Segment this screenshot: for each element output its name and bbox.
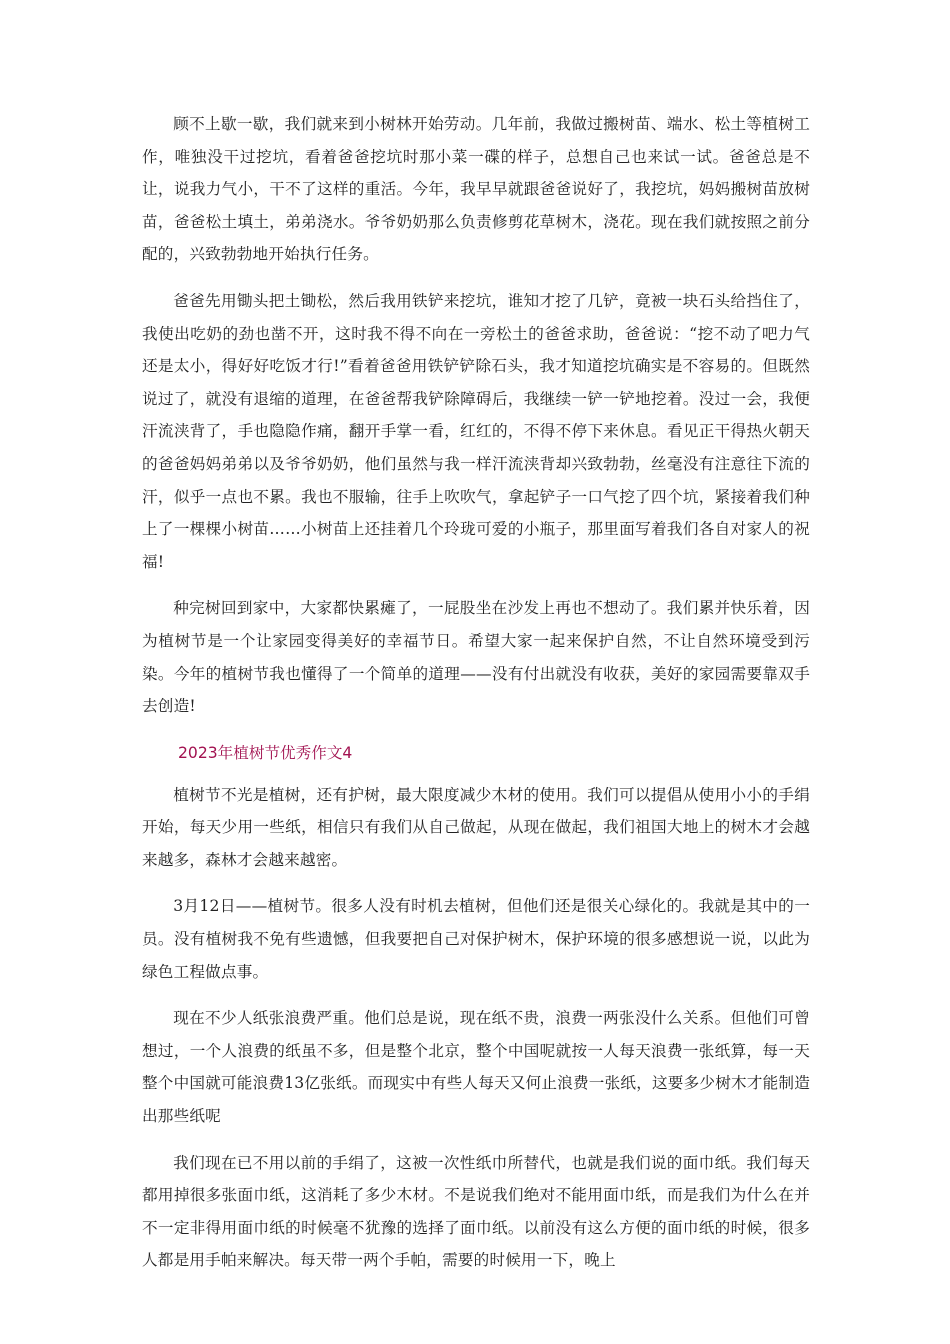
- paragraph-protect-trees: 植树节不光是植树，还有护树，最大限度减少木材的使用。我们可以提倡从使用小小的手绢开始，每天少用一些纸，相信只有我们从自己做起，从现在做起，我们祖国大地上的树木才会越来越多，森林才会越来越密。: [142, 785, 810, 869]
- paragraph-tissue-paper: 我们现在已不用以前的手绢了，这被一次性纸巾所替代，也就是我们说的面巾纸。我们每天都用掉很多张面巾纸，这消耗了多少木材。不是说我们绝对不能用面巾纸，而是我们为什么在并不一定非得用面巾纸的时候毫不犹豫的选择了面巾纸。以前没有这么方便的面巾纸的时候，很多人都是用手帕来解决。每天带一两个手帕，需要的时候用一下，晚上: [142, 1153, 810, 1270]
- paragraph-digging-effort: 爸爸先用锄头把土锄松，然后我用铁铲来挖坑，谁知才挖了几铲，竟被一块石头给挡住了，我使出吃奶的劲也凿不开，这时我不得不向在一旁松土的爸爸求助，爸爸说：“挖不动了吧力气还是太小，得好好吃饭才行!”看着爸爸用铁铲铲除石头，我才知道挖坑确实是不容易的。但既然说过了，就没有退缩的道理，在爸爸帮我铲除障碍后，我继续一铲一铲地挖着。没过一会，我便汗流浃背了，手也隐隐作痛，翻开手掌一看，红红的，不得不停下来休息。看见正干得热火朝天的爸爸妈妈弟弟以及爷爷奶奶，他们虽然与我一样汗流浃背却兴致勃勃，丝毫没有注意往下流的汗，似乎一点也不累。我也不服输，往手上吹吹气，拿起铲子一口气挖了四个坑，紧接着我们种上了一棵棵小树苗……小树苗上还挂着几个玲珑可爱的小瓶子，那里面写着我们各自对家人的祝福!: [142, 291, 810, 571]
- paragraph-march-12: 3月12日——植树节。很多人没有时机去植树，但他们还是很关心绿化的。我就是其中的一员。没有植树我不免有些遗憾，但我要把自己对保护树木，保护环境的很多感想说一说，以此为绿色工程做点事。: [142, 897, 810, 981]
- section-heading: 2023年植树节优秀作文4: [178, 743, 353, 762]
- document-body: [142, 108, 810, 1291]
- paragraph-conclusion: 种完树回到家中，大家都快累瘫了，一屁股坐在沙发上再也不想动了。我们累并快乐着，因为植树节是一个让家园变得美好的幸福节日。希望大家一起来保护自然，不让自然环境受到污染。今年的植树节我也懂得了一个简单的道理——没有付出就没有收获，美好的家园需要靠双手去创造!: [142, 599, 810, 716]
- paragraph-digging-intro: 顾不上歇一歇，我们就来到小树林开始劳动。几年前，我做过搬树苗、端水、松土等植树工作，唯独没干过挖坑，看着爸爸挖坑时那小菜一碟的样子，总想自己也来试一试。爸爸总是不让，说我力气小，干不了这样的重活。今年，我早早就跟爸爸说好了，我挖坑，妈妈搬树苗放树苗，爸爸松土填土，弟弟浇水。爷爷奶奶那么负责修剪花草树木，浇花。现在我们就按照之前分配的，兴致勃勃地开始执行任务。: [142, 115, 810, 264]
- paragraph-paper-waste: 现在不少人纸张浪费严重。他们总是说，现在纸不贵，浪费一两张没什么关系。但他们可曾想过，一个人浪费的纸虽不多，但是整个北京，整个中国呢就按一人每天浪费一张纸算，每一天整个中国就可能浪费13亿张纸。而现实中有些人每天又何止浪费一张纸，这要多少树木才能制造出那些纸呢: [142, 1009, 810, 1126]
